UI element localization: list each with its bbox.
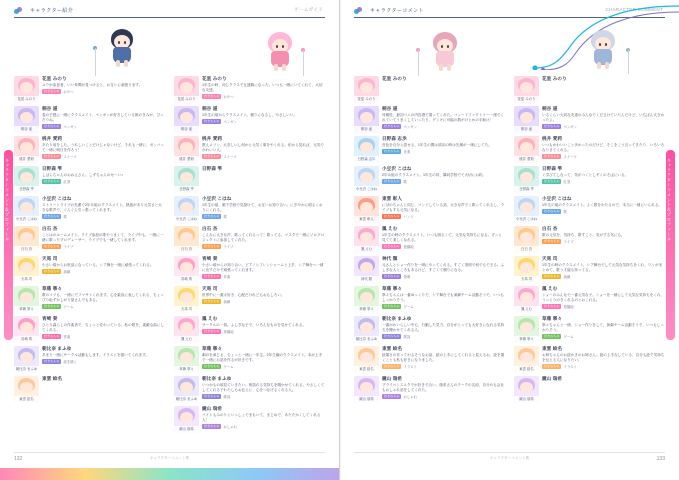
tag-label: 好きなもの bbox=[544, 273, 560, 278]
character-name: 桃井 愛莉 bbox=[202, 136, 223, 141]
right-breadcrumb-right: CHARACTER COMMENT bbox=[605, 7, 663, 12]
tag-label: 好きなもの bbox=[204, 153, 220, 158]
character-name: 日野森 雫 bbox=[202, 166, 223, 171]
entry[interactable] bbox=[174, 76, 325, 103]
tag-value: おやつ bbox=[63, 89, 74, 94]
entry[interactable] bbox=[354, 76, 505, 103]
left-page-number: 132 bbox=[14, 456, 23, 462]
entry[interactable] bbox=[174, 316, 325, 343]
comment-text: お姉ちゃんのお絵かきのお姉さん。絵の上手なしている、自分も絵で気持ちを伝える人になりたい。 bbox=[542, 352, 665, 362]
tag-value: スイーツ bbox=[63, 154, 77, 159]
character-name: 鳳 えむ bbox=[542, 286, 558, 291]
character-name: 天馬 司 bbox=[202, 286, 218, 291]
character-name: 桐谷 遥 bbox=[542, 106, 558, 111]
comment-text: あまり一緒にサークル活動もします。イラストを描いてくれます。 bbox=[42, 352, 150, 357]
comment-text: サークルの一員。ふしぎな子で、いろんなものを見せてくれる。 bbox=[202, 322, 307, 327]
entry[interactable] bbox=[354, 226, 505, 253]
right-columns bbox=[354, 76, 665, 444]
tag-value: 絵を描く bbox=[63, 359, 78, 364]
tag-value: おやつ bbox=[223, 94, 234, 99]
entry[interactable] bbox=[14, 106, 165, 133]
character-name: 朝比奈 まふゆ bbox=[202, 376, 232, 381]
comment-text: 1年生の頃、廊下学校で見掛けて、お互いお知り合い。にぎやかに明るくおりにくれる。 bbox=[202, 202, 323, 212]
comment-text: 教えメリン、大変しいし何かと元気く事をやくれる。私から見れば、元気でかわいい人。 bbox=[202, 142, 324, 152]
tag-value: 演劇 bbox=[223, 299, 231, 304]
tag-label: 好きなもの bbox=[44, 333, 60, 338]
avatar-name: 天馬 司 bbox=[174, 306, 199, 313]
comment-text: いつもかわいいこと多かったのだけど、そこをこう言ってきたり、いろいろなりきてくれる。 bbox=[542, 142, 665, 152]
avatar-name: 鏡山 瑞希 bbox=[354, 396, 379, 403]
tag-value: ライブ bbox=[63, 244, 74, 249]
avatar-name: 小豆沢 こはね bbox=[175, 217, 198, 221]
avatar-name: 花星 みのり bbox=[14, 96, 39, 103]
tag-label: 好きなもの bbox=[204, 393, 220, 398]
character-name: 小豆沢 こはね bbox=[382, 166, 412, 171]
avatar-name: 神代 類 bbox=[354, 276, 379, 283]
comment-text: バイトもみのりといっしょでまもいて、まじめで、あたたかくしてくれる人！ bbox=[202, 412, 321, 422]
avatar-name: 桐谷 遥 bbox=[14, 126, 39, 133]
header-dot-icon bbox=[354, 7, 363, 16]
portrait-0 bbox=[105, 24, 139, 70]
right-top-portraits bbox=[340, 24, 679, 72]
character-name: 草薙 寧々 bbox=[42, 286, 63, 291]
tag-value: ペンギン bbox=[63, 124, 77, 129]
tag-value: 歌 bbox=[63, 214, 67, 219]
character-name: 桐谷 遥 bbox=[42, 106, 58, 111]
entry[interactable] bbox=[14, 166, 165, 193]
comment-text: 1年生の時のクラスメイト。いつも明るくて、元気な気持ちになる。ずっと見てて楽しくなれる。 bbox=[382, 232, 502, 242]
tag-value: 歌 bbox=[403, 179, 407, 184]
tag-value: ゲーム bbox=[563, 334, 574, 339]
comment-text: しばらちゃんのおねえさん。しずちゃんのせーい♪ bbox=[42, 172, 124, 177]
comment-text: あたり前をした。うれしいことだけじゃないけど、それも一緒に、ガンバって一緒に明日を作ろう！ bbox=[42, 142, 164, 152]
left-breadcrumb-right: ゲームガイド bbox=[294, 7, 323, 12]
entry[interactable] bbox=[14, 226, 165, 253]
tag-value: 作曲 bbox=[223, 274, 231, 279]
avatar-name: 日野森 雫 bbox=[14, 186, 39, 193]
tag-label: 好きなもの bbox=[384, 148, 400, 153]
comment-text: 小さい頃からの知り合い。ピアノとフレンシャームと上手、シア舞台へ一緒に出すだけで頑張ってくれます。 bbox=[202, 262, 324, 272]
tag-label: 好きなもの bbox=[44, 88, 60, 93]
avatar-name: 天馬 司 bbox=[514, 276, 539, 283]
tag-value: 演劇 bbox=[563, 274, 571, 279]
right-side-tab-label: キャラクターコメント＆プロフィール bbox=[667, 158, 672, 242]
avatar-name: 朝比奈 まふゆ bbox=[175, 397, 198, 401]
footer-rule bbox=[14, 452, 325, 453]
tag-value: おしゃれ bbox=[223, 424, 238, 429]
character-name: 桐谷 遥 bbox=[202, 106, 218, 111]
left-page-header bbox=[0, 0, 339, 24]
avatar-name: 小豆沢 こはね bbox=[355, 187, 378, 191]
comment-text: 1年生の頃からクラスメイト。頼りになるし、やさしいい。 bbox=[202, 112, 297, 117]
entry[interactable] bbox=[514, 76, 665, 103]
avatar-name: 桐谷 遥 bbox=[514, 126, 539, 133]
tag-label: 好きなもの bbox=[204, 243, 220, 248]
avatar-name: 草薙 寧々 bbox=[354, 306, 379, 313]
comment-text: ユウが参加者、いい仲間が見つけると、お互いに頑張ります。 bbox=[42, 82, 143, 87]
comment-text: 歌の元気を、気持ち、歌すこと、気がする気にも。 bbox=[542, 232, 625, 237]
tag-value: 紅茶 bbox=[63, 179, 71, 184]
tag-label: 好きなもの bbox=[544, 208, 560, 213]
avatar-name: 桃井 愛莉 bbox=[514, 156, 539, 163]
tag-label: 好きなもの bbox=[204, 93, 220, 98]
tag-value: バンド bbox=[403, 214, 414, 219]
entry[interactable] bbox=[14, 196, 165, 223]
right-side-tab bbox=[666, 150, 675, 340]
comment-text: 春の予感に一緒にクラスメイト、ペンギンが好きしている都のきみが、ぴったりね。 bbox=[42, 112, 164, 122]
tag-label: 好きなもの bbox=[544, 153, 560, 158]
tag-label: 好きなもの bbox=[44, 358, 60, 363]
comment-text: 寧々ちゃんは一番ゆっくりで、シア舞台でも演劇チーム活動そうで、いつもしっかりそう。 bbox=[382, 292, 505, 302]
entry[interactable] bbox=[14, 286, 165, 313]
left-top-portraits bbox=[0, 24, 339, 72]
entry[interactable] bbox=[174, 286, 325, 313]
header-rule bbox=[354, 17, 665, 18]
comment-text: 歌のコツも、一緒にでフマサトくれます。心を素直に表してくれる、ちょっぴり恥ずかしがり屋さんでもある。 bbox=[42, 292, 164, 302]
tag-label: 好きなもの bbox=[44, 243, 60, 248]
character-name: 神代 類 bbox=[382, 256, 398, 261]
comment-text: ひとり暮らしの作曲者で、ちょっと変わっている。私の歌を、素敵な曲にしてくれる。 bbox=[42, 322, 165, 332]
entry[interactable] bbox=[354, 196, 505, 223]
avatar-name: 日野森 志歩 bbox=[354, 156, 379, 163]
tag-value: ペンギン bbox=[223, 119, 237, 124]
character-name: 東雲 彰人 bbox=[382, 196, 403, 201]
character-name: 花星 みのり bbox=[542, 76, 567, 81]
right-page bbox=[340, 0, 679, 480]
bottom-color-ribbon bbox=[0, 468, 339, 480]
right-breadcrumb: キャラクターコメント bbox=[370, 8, 424, 14]
header-dot-icon bbox=[14, 7, 23, 16]
entry[interactable] bbox=[174, 226, 325, 253]
avatar-name: 朝比奈 まふゆ bbox=[15, 367, 38, 371]
tag-value: ペンギン bbox=[563, 124, 577, 129]
tag-label: 好きなもの bbox=[384, 273, 400, 278]
entry[interactable] bbox=[174, 376, 325, 403]
avatar-name: 東雲 絵名 bbox=[514, 366, 539, 373]
character-name: 草薙 寧々 bbox=[542, 316, 563, 321]
entry[interactable] bbox=[14, 346, 165, 373]
tag-value: 遊園地 bbox=[563, 304, 574, 309]
entry[interactable] bbox=[14, 76, 165, 103]
character-name: 桐谷 遥 bbox=[382, 106, 398, 111]
entry[interactable] bbox=[354, 106, 505, 133]
footer-rule bbox=[354, 452, 665, 453]
avatar-name: 草薙 寧々 bbox=[514, 336, 539, 343]
character-name: 鳳 えむ bbox=[382, 226, 398, 231]
tag-label: 好きなもの bbox=[544, 238, 560, 243]
character-name: 草薙 寧々 bbox=[202, 346, 223, 351]
tag-label: 好きなもの bbox=[204, 423, 220, 428]
tag-value: 遊園地 bbox=[403, 244, 414, 249]
tag-label: 好きなもの bbox=[544, 178, 560, 183]
tag-label: 好きなもの bbox=[204, 273, 220, 278]
comment-text: 母親役、最初バニの内容漫で書ってくれた。コンードファクトリー一緒でくれていてうまくしていったり、ゲンキに可能の数がけとかの手助け！ bbox=[382, 112, 505, 122]
avatar-name: 鳳 えむ bbox=[514, 306, 539, 313]
comment-text: いるくらい大切な友達のみんなでくださけていたんだけど、いちばん大きかったよ。 bbox=[542, 112, 665, 122]
entry[interactable] bbox=[174, 256, 325, 283]
tag-label: 好きなもの bbox=[204, 213, 220, 218]
tag-value: ゲーム bbox=[63, 304, 74, 309]
avatar-name: 鳳 えむ bbox=[174, 336, 199, 343]
character-name: 花星 みのり bbox=[42, 76, 67, 81]
character-name: 日野森 雫 bbox=[42, 166, 63, 171]
avatar-name: 小豆沢 こはね bbox=[515, 217, 538, 221]
tag-value: 歌 bbox=[563, 209, 567, 214]
entry[interactable] bbox=[354, 286, 505, 313]
entry[interactable] bbox=[354, 316, 505, 343]
tag-value: 遊園地 bbox=[223, 329, 234, 334]
comment-text: ストリートライブの先輩で2年＆組のクラスメイト。熱意があり元気さと大きな歌声で、ぐんぐん引っ張ってくれます。 bbox=[42, 202, 162, 212]
tag-value: 紅茶 bbox=[563, 179, 571, 184]
comment-text: 1年生の時のクラスメイト。シア舞台でして元気な気持ちをくれ、ワンがまとめて、歌う才能も持ってる。 bbox=[542, 262, 663, 272]
comment-text: いつかもの頃見ていきたい。相談れる気持ちを聞かせてくれる。やさしくてしてくれる子わたしもお伝えに、心をつなげるくれる人。 bbox=[202, 382, 325, 392]
avatar-name: 日野森 雫 bbox=[174, 186, 199, 193]
tag-value: ライブ bbox=[223, 244, 234, 249]
left-columns bbox=[14, 76, 325, 444]
left-footer bbox=[14, 452, 325, 468]
avatar-name: 草薙 寧々 bbox=[14, 306, 39, 313]
character-name: 宵崎 奏 bbox=[202, 256, 218, 261]
column-4 bbox=[514, 76, 665, 444]
avatar-name: 宵崎 奏 bbox=[14, 336, 39, 343]
comment-text: にほのちゃんと同じ、バンドしている話、大きな声でく歌ってくれるし、ライブもする元気になる。 bbox=[382, 202, 505, 212]
avatar-name: 桐谷 遥 bbox=[174, 126, 199, 133]
tag-value: イラスト bbox=[563, 364, 577, 369]
comment-text: 1年生の頃のクラスメイト。よく歌をわたるので、本当に一緒にいられる。 bbox=[542, 202, 663, 207]
tag-value: おしゃれ bbox=[403, 394, 418, 399]
character-name: 白石 杏 bbox=[202, 226, 218, 231]
tag-label: 好きなもの bbox=[44, 153, 60, 158]
character-name: 天馬 司 bbox=[42, 256, 58, 261]
avatar-name: 花星 みのり bbox=[354, 96, 379, 103]
tag-label: 好きなもの bbox=[384, 213, 400, 218]
avatar-name: 草薙 寧々 bbox=[174, 366, 199, 373]
comment-text: ショーのみんなで一番元気な子。ショーを一緒にして元気な気持ちをくれ、うっとりのきくれるのとおこれる。 bbox=[542, 292, 665, 302]
tag-label: 好きなもの bbox=[384, 303, 400, 308]
character-name: 東雲 絵名 bbox=[382, 346, 403, 351]
character-name: 鏡山 瑞希 bbox=[202, 406, 223, 411]
entry[interactable] bbox=[354, 166, 505, 193]
entry[interactable] bbox=[514, 226, 665, 253]
avatar-name: 東雲 絵名 bbox=[354, 366, 379, 373]
character-name: 天馬 司 bbox=[542, 256, 558, 261]
character-name: 鳳 えむ bbox=[202, 316, 218, 321]
tag-label: 好きなもの bbox=[44, 213, 60, 218]
avatar-name: 宵崎 奏 bbox=[174, 276, 199, 283]
tag-value: スイーツ bbox=[563, 154, 577, 159]
left-side-tab-label: キャラクターコメント＆プロフィール bbox=[5, 158, 10, 242]
character-name: 白石 杏 bbox=[42, 226, 58, 231]
column-3 bbox=[354, 76, 505, 444]
avatar-name: 鏡山 瑞希 bbox=[514, 396, 539, 403]
tag-label: 好きなもの bbox=[384, 333, 400, 338]
character-name: 東雲 絵名 bbox=[542, 346, 563, 351]
entry[interactable] bbox=[354, 346, 505, 373]
entry[interactable] bbox=[514, 166, 665, 193]
entry[interactable] bbox=[514, 376, 665, 403]
tag-value: 音楽 bbox=[403, 149, 411, 154]
avatar-name: 小豆沢 こはね bbox=[15, 217, 38, 221]
tag-value: 発明 bbox=[403, 274, 411, 279]
left-footer-caption: キャラクターコメント集 bbox=[149, 456, 190, 460]
avatar-name: 白石 杏 bbox=[14, 246, 39, 253]
avatar-name: 花星 みのり bbox=[514, 96, 539, 103]
comment-text: 寧々ちゃんと一緒、ショー作りをして、演劇チーム活動そうで、いつもしっかりそう。 bbox=[542, 322, 664, 332]
comment-text: こんなに大きな声、歌ってくれるって！歌ってる、マスクで一緒にソロプロジェクトに参加してくれた。 bbox=[202, 232, 325, 242]
entry[interactable] bbox=[174, 406, 325, 433]
avatar-name: 鏡山 瑞希 bbox=[174, 426, 199, 433]
right-footer-caption: キャラクターコメント集 bbox=[489, 456, 530, 460]
character-name: 草薙 寧々 bbox=[382, 286, 403, 291]
tag-label: 好きなもの bbox=[44, 123, 60, 128]
tag-label: 好きなもの bbox=[384, 363, 400, 368]
tag-label: 好きなもの bbox=[204, 328, 220, 333]
avatar-name: 天馬 司 bbox=[14, 276, 39, 283]
tag-value: スイーツ bbox=[223, 154, 237, 159]
entry[interactable] bbox=[14, 256, 165, 283]
character-name: 日野森 雫 bbox=[542, 166, 563, 171]
entry[interactable] bbox=[354, 256, 505, 283]
character-name: 鏡山 瑞希 bbox=[542, 376, 563, 381]
tag-label: 好きなもの bbox=[44, 303, 60, 308]
character-name: 朝比奈 まふゆ bbox=[42, 346, 72, 351]
avatar-name: 東雲 絵名 bbox=[14, 396, 39, 403]
entry[interactable] bbox=[14, 376, 165, 403]
tag-value: 演劇 bbox=[63, 269, 71, 274]
tag-value: ゲーム bbox=[403, 304, 414, 309]
tag-value: 作曲 bbox=[63, 334, 71, 339]
entry[interactable] bbox=[14, 316, 165, 343]
character-name: 小豆沢 こはね bbox=[542, 196, 572, 201]
avatar-name: 白石 杏 bbox=[514, 246, 539, 253]
tag-value: 歌詞 bbox=[223, 394, 231, 399]
avatar-name: 朝比奈 まふゆ bbox=[355, 337, 378, 341]
tag-label: 好きなもの bbox=[204, 298, 220, 303]
column-1 bbox=[14, 76, 165, 444]
character-name: 白石 杏 bbox=[542, 226, 558, 231]
comment-text: 2年＆組のクラスメイト。1年生の同、隣同学校でて大切にお約。 bbox=[382, 172, 487, 177]
entry[interactable] bbox=[174, 136, 325, 163]
avatar-name: 桃井 愛莉 bbox=[174, 156, 199, 163]
entry[interactable] bbox=[514, 106, 665, 133]
left-side-tab bbox=[4, 150, 13, 340]
portrait-2 bbox=[428, 28, 462, 74]
entry[interactable] bbox=[514, 196, 665, 223]
comment-text: ことはのルームメイト。ライブ参加の歌やうまくて、ライブ中も、一緒に一緒に歌ったプロデューサー、ライブでも一緒してくれます。 bbox=[42, 232, 164, 242]
entry[interactable] bbox=[174, 106, 325, 133]
tag-value: ペンギン bbox=[403, 124, 417, 129]
tag-value: 歌 bbox=[223, 214, 227, 219]
portrait-3 bbox=[586, 26, 620, 72]
column-2 bbox=[174, 76, 325, 444]
tag-label: 好きなもの bbox=[204, 118, 220, 123]
tag-value: 歌詞 bbox=[403, 334, 411, 339]
avatar-name: 鳳 えむ bbox=[354, 246, 379, 253]
entry[interactable] bbox=[354, 136, 505, 163]
tag-value: ライブ bbox=[563, 239, 574, 244]
character-name: 花星 みのり bbox=[202, 76, 227, 81]
character-name: 桃井 愛莉 bbox=[42, 136, 63, 141]
comment-text: 音色を自分と認せる、1年生の間は部活の時は先輩が一緒にしてた。 bbox=[382, 142, 492, 147]
right-page-number: 133 bbox=[656, 456, 665, 462]
comment-text: 元さんとショー作りを一緒にやってくれる。すごく発明で何でもできる。ふしぎな人ところもあるけど、すごくて頼りになる。 bbox=[382, 262, 505, 272]
right-footer bbox=[354, 452, 665, 468]
avatar-name: 桃井 愛莉 bbox=[14, 156, 39, 163]
tag-label: 好きなもの bbox=[544, 123, 560, 128]
character-name: 小豆沢 こはね bbox=[42, 196, 72, 201]
entry[interactable] bbox=[14, 136, 165, 163]
left-breadcrumb: キャラクター紹介 bbox=[30, 8, 74, 14]
tag-label: 好きなもの bbox=[544, 303, 560, 308]
tag-value: イラスト bbox=[403, 364, 417, 369]
comment-text: 小さい頃からお世話になっている。シア舞台一緒に頑張ってくれる。 bbox=[42, 262, 154, 267]
comment-text: 1年生の時、同じクラスで互連載になった。いつも一緒にいてくれて、大切な友達。 bbox=[202, 82, 323, 92]
tag-label: 好きなもの bbox=[384, 123, 400, 128]
right-page-header bbox=[340, 0, 679, 24]
entry[interactable] bbox=[514, 316, 665, 343]
entry[interactable] bbox=[174, 346, 325, 373]
character-name: 宵崎 奏 bbox=[42, 316, 58, 321]
avatar-name: 白石 杏 bbox=[174, 246, 199, 253]
entry[interactable] bbox=[174, 196, 325, 223]
comment-text: プライベンスエクでが好きで合い、瑞希さんのラークの名前、自分のも会社もおしゃれ話をしてくれた。 bbox=[382, 382, 504, 392]
tag-label: 好きなもの bbox=[544, 333, 560, 338]
character-name: 花星 みのり bbox=[382, 76, 407, 81]
avatar-name: 花星 みのり bbox=[174, 96, 199, 103]
character-name: 小豆沢 こはね bbox=[202, 196, 232, 201]
entry[interactable] bbox=[514, 136, 665, 163]
tag-label: 好きなもの bbox=[204, 363, 220, 368]
comment-text: 絵描さの作ってわるそうなお話、絵の上手にしてくれると見えるお、絵を描くことも私も好きになりました。 bbox=[382, 352, 505, 362]
tag-value: ゲーム bbox=[223, 364, 234, 369]
comment-text: ぐ学びてしなって、気がつくとしずくのそばにいる。 bbox=[542, 172, 629, 177]
tag-label: 好きなもの bbox=[544, 363, 560, 368]
avatar-name: 東雲 彰人 bbox=[354, 216, 379, 223]
avatar-name: 日野森 雫 bbox=[514, 186, 539, 193]
tag-label: 好きなもの bbox=[44, 178, 60, 183]
comment-text: 劇のを演じる、ちょっと一緒に一年生。2年生編のクラスメイト。本が上手で一緒にお話を作るが好きです。 bbox=[202, 352, 323, 362]
comment-text: 世界中に一番太好き、心配だけれどもおもしろい。 bbox=[202, 292, 285, 297]
entry[interactable] bbox=[514, 286, 665, 313]
portrait-1 bbox=[263, 28, 297, 74]
tag-label: 好きなもの bbox=[384, 393, 400, 398]
tag-label: 好きなもの bbox=[384, 178, 400, 183]
character-name: 東雲 絵名 bbox=[42, 376, 63, 381]
header-rule bbox=[14, 17, 325, 18]
tag-label: 好きなもの bbox=[44, 268, 60, 273]
character-name: 桃井 愛莉 bbox=[542, 136, 563, 141]
entry[interactable] bbox=[354, 376, 505, 403]
comment-text: 一番かわいらしい中も、行動した気力、自分がとっても大好きになれる気持ちを聞かせてくれる人。 bbox=[382, 322, 505, 332]
page-gutter bbox=[339, 0, 341, 480]
entry[interactable] bbox=[514, 346, 665, 373]
character-name: 鏡山 瑞希 bbox=[382, 376, 403, 381]
avatar-name: 桐谷 遥 bbox=[354, 126, 379, 133]
character-name: 日野森 志歩 bbox=[382, 136, 407, 141]
tag-label: 好きなもの bbox=[384, 243, 400, 248]
entry[interactable] bbox=[514, 256, 665, 283]
entry[interactable] bbox=[174, 166, 325, 193]
character-name: 朝比奈 まふゆ bbox=[382, 316, 412, 321]
